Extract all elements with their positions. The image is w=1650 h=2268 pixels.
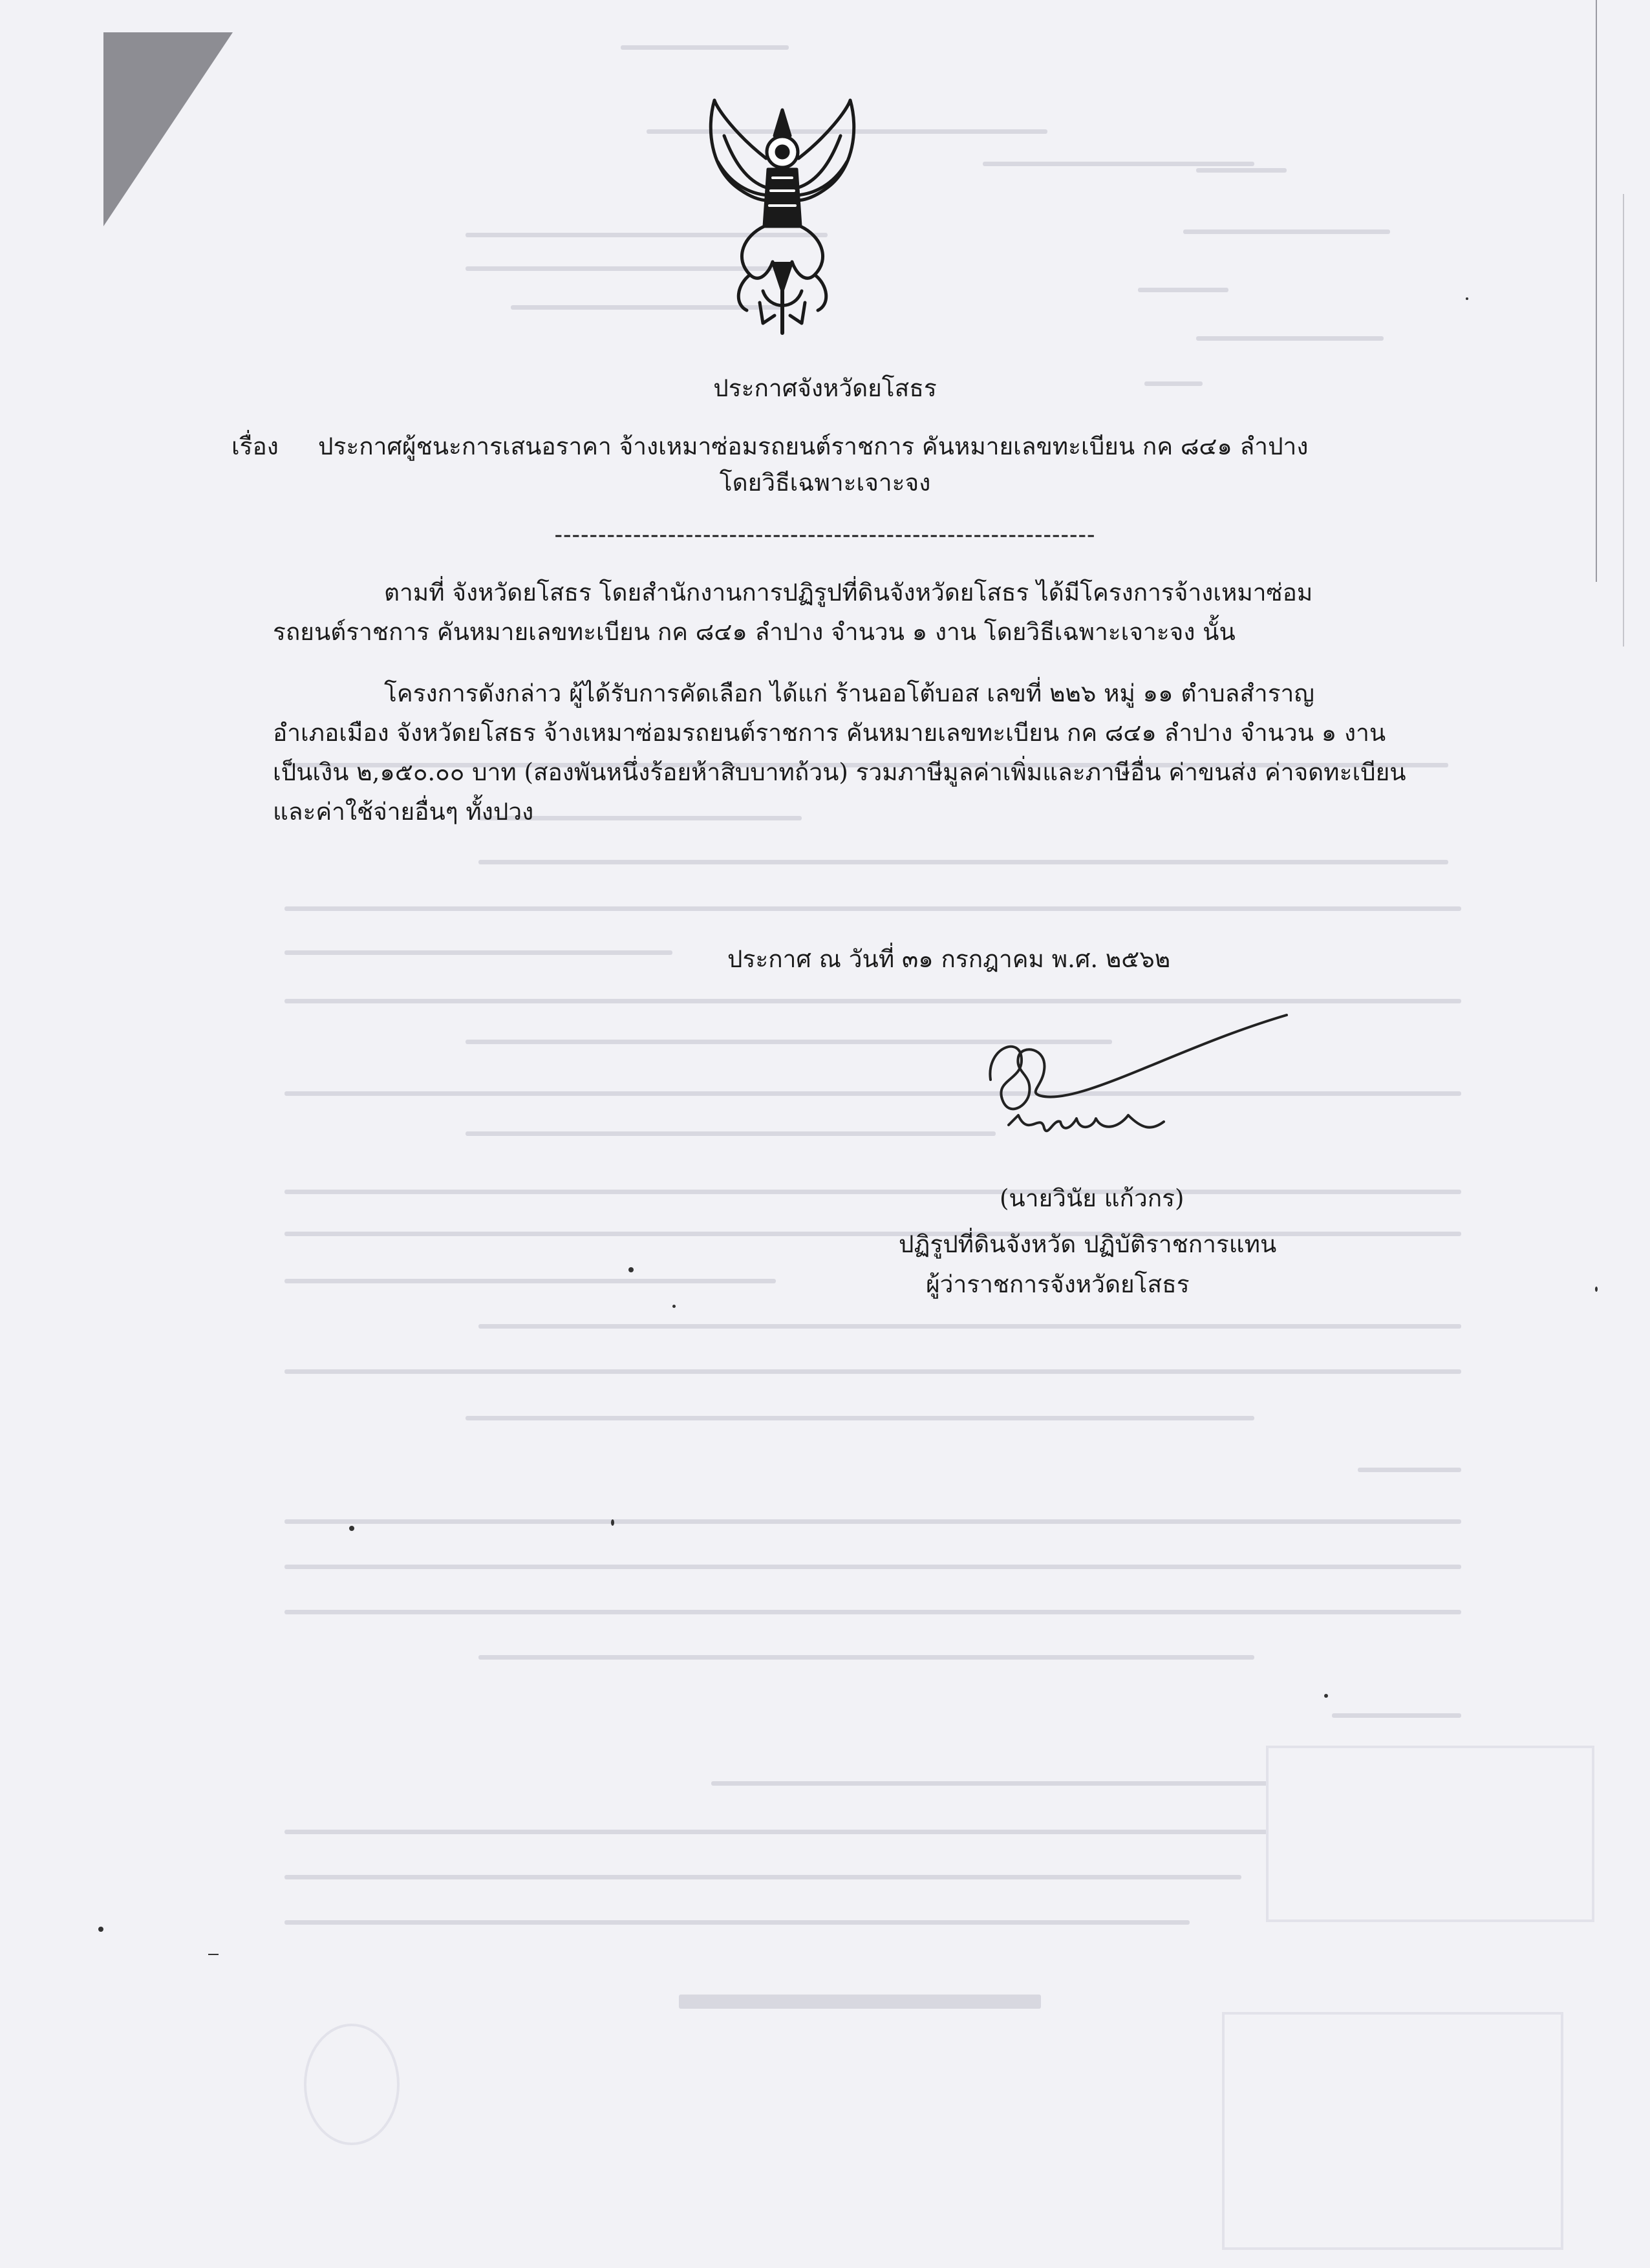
paragraph-line: เป็นเงิน ๒,๑๕๐.๐๐ บาท (สองพันหนึ่งร้อยห้าสิบบาทถ้วน) รวมภาษีมูลค่าเพิ่มและภาษีอื่น ค่าขนส่ง ค่าจดทะเบียน (273, 758, 1406, 786)
paragraph-line: รถยนต์ราชการ คันหมายเลขทะเบียน กค ๘๔๑ ลำปาง จำนวน ๑ งาน โดยวิธีเฉพาะเจาะจง นั้น (273, 618, 1236, 646)
paragraph-line: ตามที่ จังหวัดยโสธร โดยสำนักงานการปฏิรูปที่ดินจังหวัดยโสธร ได้มีโครงการจ้างเหมาซ่อม (384, 579, 1313, 606)
document-title: ประกาศจังหวัดยโสธร (713, 374, 937, 402)
speck (98, 1927, 103, 1932)
speck (672, 1305, 676, 1308)
paragraph-line: อำเภอเมือง จังหวัดยโสธร จ้างเหมาซ่อมรถยนต์ราชการ คันหมายเลขทะเบียน กค ๘๔๑ ลำปาง จำนวน ๑ งาน (273, 719, 1386, 747)
garuda-emblem (698, 97, 866, 336)
subject-label: เรื่อง (231, 433, 279, 460)
announce-date: ประกาศ ณ วันที่ ๓๑ กรกฎาคม พ.ศ. ๒๕๖๒ (727, 945, 1171, 973)
handwritten-signature (983, 1009, 1293, 1164)
speck (1324, 1694, 1328, 1698)
page-edge-line (1596, 0, 1597, 582)
emblem-bleed (304, 2024, 400, 2145)
paragraph-result (273, 674, 1462, 831)
speck (208, 1954, 219, 1955)
subject-text-continued: โดยวิธีเฉพาะเจาะจง (719, 469, 931, 497)
stamp-box (1266, 1746, 1594, 1922)
signer-position: ปฏิรูปที่ดินจังหวัด ปฏิบัติราชการแทน (899, 1230, 1277, 1258)
paragraph-background (273, 573, 1462, 652)
speck (1595, 1287, 1598, 1292)
page-edge-line (1623, 194, 1624, 647)
subject-text: ประกาศผู้ชนะการเสนอราคา จ้างเหมาซ่อมรถยนต์ราชการ คันหมายเลขทะเบียน กค ๘๔๑ ลำปาง (318, 433, 1309, 460)
speck (628, 1267, 634, 1272)
speck (349, 1526, 354, 1531)
paragraph-line: และค่าใช้จ่ายอื่นๆ ทั้งปวง (273, 798, 534, 826)
paragraph-line: โครงการดังกล่าว ผู้ได้รับการคัดเลือก ได้แก่ ร้านออโต้บอส เลขที่ ๒๒๖ หมู่ ๑๑ ตำบลสำราญ (384, 679, 1314, 707)
signer-name: (นายวินัย แก้วกร) (1000, 1184, 1184, 1212)
page-corner-fold (103, 32, 233, 226)
separator-line: -------------------------------------------------------------- (554, 520, 1096, 548)
stamp-box (1222, 2012, 1563, 2250)
speck (611, 1519, 614, 1526)
signer-position-continued: ผู้ว่าราชการจังหวัดยโสธร (926, 1270, 1190, 1298)
speck (1466, 297, 1468, 300)
